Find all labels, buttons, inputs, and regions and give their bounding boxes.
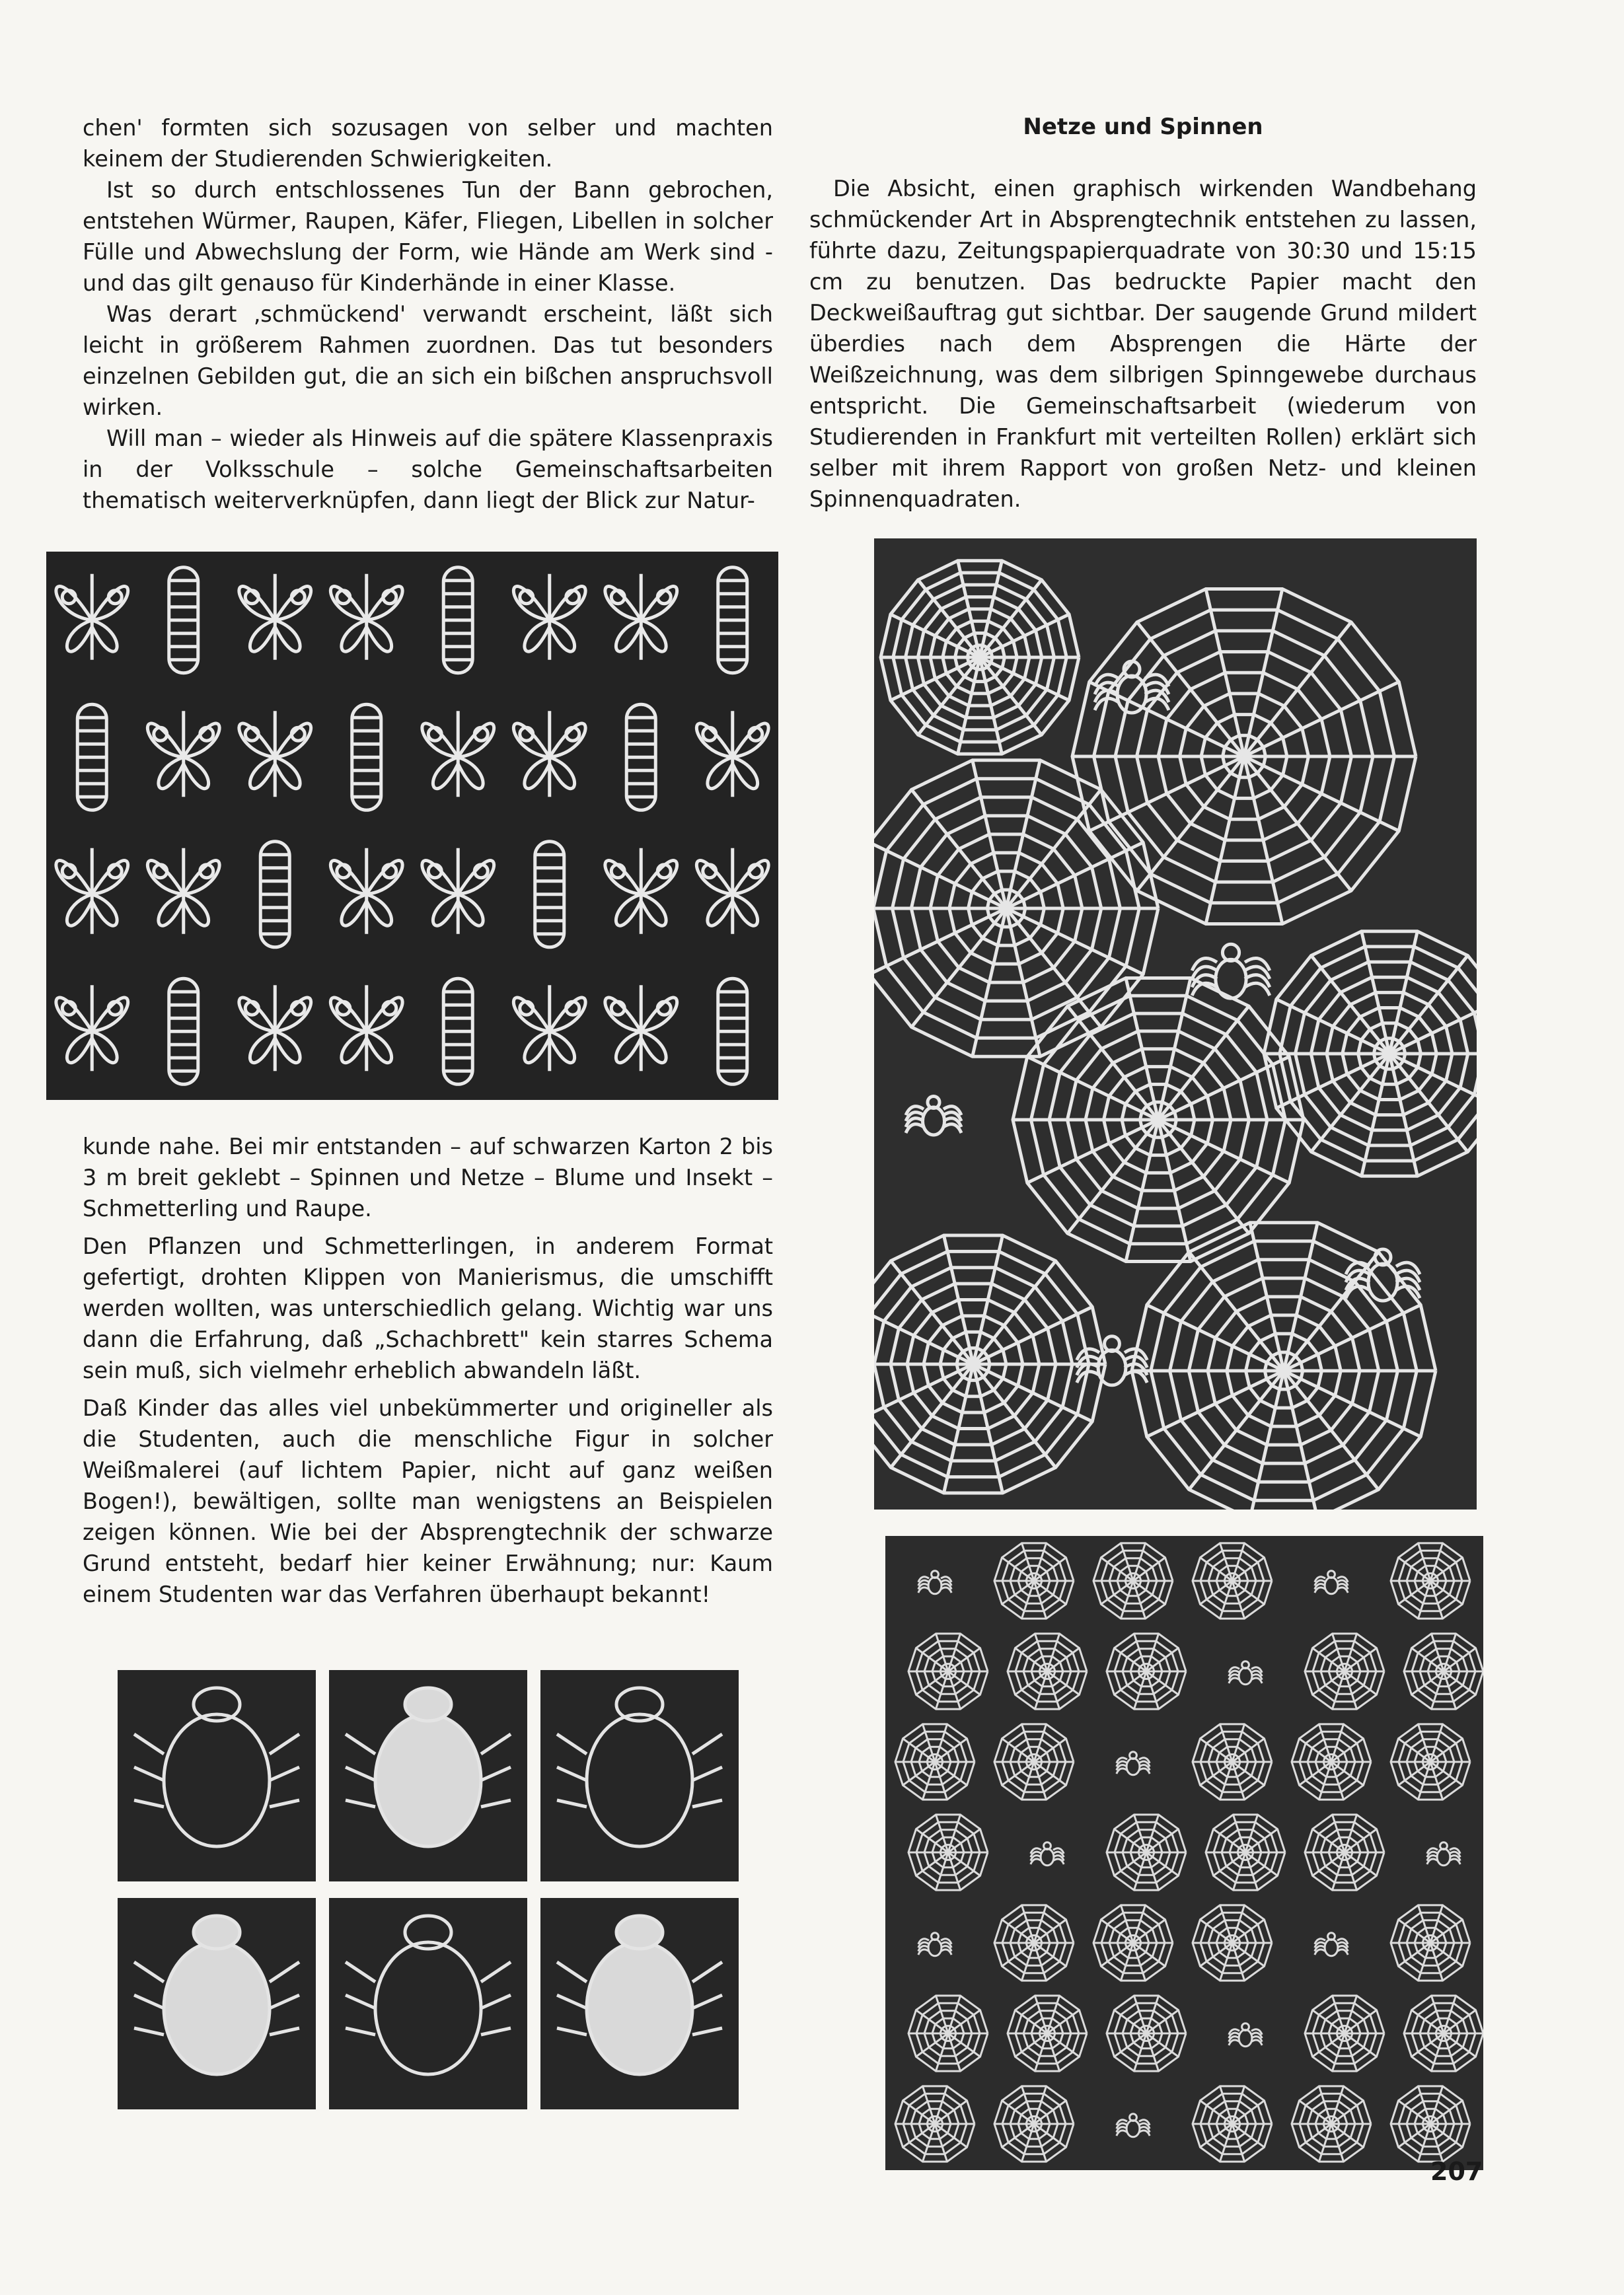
beetle-tiles-illustration <box>112 1665 747 2111</box>
paragraph: Will man – wieder als Hinweis auf die spätere Klassenpraxis in der Volksschule – solche Gemeinschaftsarbeiten thematisch weiterverknüpfen, dann liegt der Blick zur Natur- <box>83 425 773 513</box>
text-column-bottom-left <box>83 1131 773 1610</box>
paragraph: kunde nahe. Bei mir entstanden – auf schwarzen Karton 2 bis 3 m breit geklebt – Spinnen und Netze – Blume und Insekt – Schmetterling und Raupe. <box>83 1134 773 1221</box>
beetle-tile <box>540 1670 739 1881</box>
photo-spider-webs-large <box>874 538 1477 1510</box>
small-web-grid-illustration <box>885 1536 1483 2170</box>
paragraph: Den Pflanzen und Schmetterlingen, in anderem Format gefertigt, drohten Klippen von Manierismus, die umschifft werden wollten, was unterschiedlich gelang. Wichtig war uns dann die Erfahrung, daß „Schachbrett" kein starres Schema sein muß, sich vielmehr erheblich abwandeln läßt. <box>83 1233 773 1383</box>
photo-beetle-tiles <box>112 1665 747 2111</box>
paragraph: Ist so durch entschlossenes Tun der Bann gebrochen, entstehen Würmer, Raupen, Käfer, Fliegen, Libellen in solcher Fülle und Abwechslung der Form, wie Hände am Werk sind - und das gilt genauso für Kinderhände in einer Klasse. <box>83 177 773 296</box>
paragraph: chen' formten sich sozusagen von selber und machten keinem der Studierenden Schwierigkeiten. <box>83 115 773 172</box>
paragraph: Die Absicht, einen graphisch wirkenden Wandbehang schmückender Art in Absprengtechnik entstehen zu lassen, führte dazu, Zeitungspapierquadrate von 30:30 und 15:15 cm zu benutzen. Das bedruckte Papier macht den Deckweißauftrag gut sichtbar. Der saugende Grund mildert überdies nach dem Absprengen die Härte der Weißzeichnung, was dem silbrigen Spinngewebe durchaus entspricht. Die Gemeinschaftsarbeit (wiederum von Studierenden in Frankfurt mit verteilten Rollen) erklärt sich selber mit ihrem Rapport von großen Netz- und kleinen Spinnenquadraten. <box>809 176 1477 512</box>
section-heading: Netze und Spinnen <box>1023 114 1263 140</box>
text-column-top-right <box>809 173 1477 515</box>
page-number: 207 <box>1430 2157 1483 2186</box>
beetle-tile <box>329 1898 527 2109</box>
photo-spider-webs-small <box>885 1536 1483 2170</box>
text-column-top-left <box>83 112 773 516</box>
butterfly-grid-illustration <box>46 552 778 1100</box>
spider-web-illustration <box>874 538 1477 1510</box>
paragraph: Was derart ‚schmückend' verwandt erscheint, läßt sich leicht in größerem Rahmen zuordnen. Das tut besonders einzelnen Gebilden gut, die an sich ein bißchen anspruchsvoll wirken. <box>83 301 773 420</box>
beetle-tile <box>118 1670 316 1881</box>
photo-butterflies-caterpillars <box>46 552 778 1100</box>
paragraph: Daß Kinder das alles viel unbekümmerter und origineller als die Studenten, auch die menschliche Figur in solcher Weißmalerei (auf lichtem Papier, nicht auf ganz weißen Bogen!), bewältigen, sollte man wenigstens an Beispielen zeigen können. Wie bei der Absprengtechnik der schwarze Grund entsteht, bedarf hier keiner Erwähnung; nur: Kaum einem Studenten war das Verfahren überhaupt bekannt! <box>83 1395 773 1607</box>
